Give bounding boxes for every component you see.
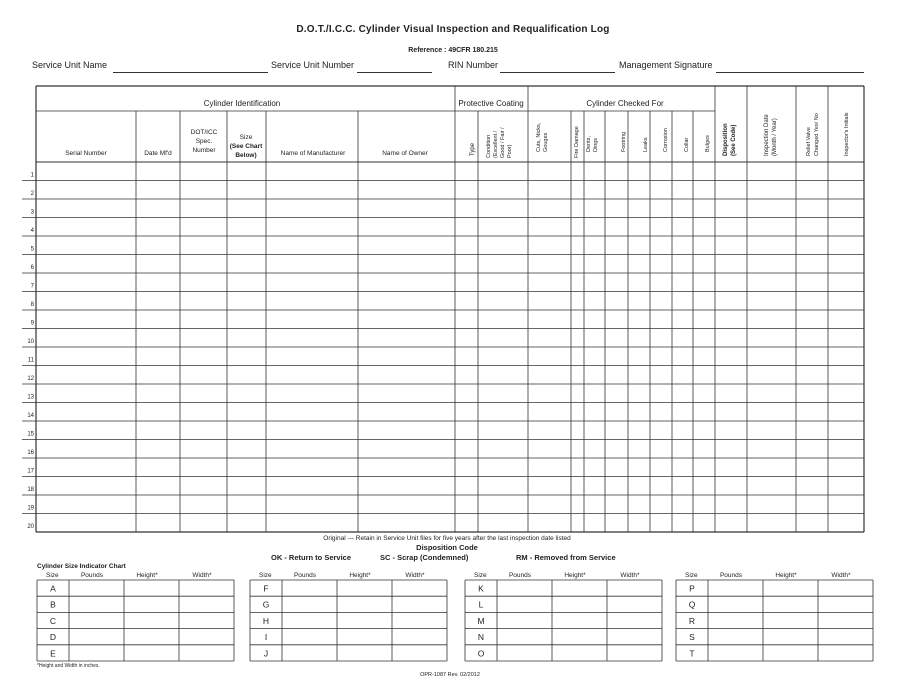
size-letter: A	[50, 583, 56, 594]
col-disposition-2: (See Code)	[731, 124, 737, 156]
row-number: 4	[30, 228, 34, 234]
size-letter: E	[50, 648, 56, 659]
size-letter: Q	[688, 599, 696, 610]
col-condition-3: Good / Fair /	[500, 127, 506, 158]
col-dents-1: Dents,	[586, 136, 592, 152]
row-number: 8	[30, 302, 34, 308]
code-sc: SC - Scrap (Condemned)	[380, 553, 469, 562]
size-chart-header: Pounds	[508, 572, 532, 579]
size-chart-header: Size	[685, 572, 698, 579]
size-chart-header: Size	[259, 572, 272, 579]
col-disposition-1: Disposition	[723, 123, 729, 156]
code-rm: RM - Removed from Service	[516, 553, 616, 562]
size-chart-header: Height*	[775, 572, 797, 579]
size-letter: D	[49, 632, 57, 643]
row-number: 20	[27, 524, 34, 530]
size-letter: H	[262, 615, 270, 626]
row-number: 6	[30, 265, 34, 271]
management-signature-label: Management Signature	[619, 60, 713, 70]
size-chart-header: Height*	[349, 572, 371, 579]
row-number: 13	[27, 394, 34, 401]
size-chart-header: Width*	[620, 572, 640, 579]
col-collar: Collar	[684, 137, 690, 152]
col-bulges: Bulges	[705, 135, 711, 152]
size-chart-header: Pounds	[719, 572, 743, 579]
col-fire-damage: Fire Damage	[574, 126, 580, 158]
row-number: 3	[30, 209, 34, 216]
col-dot-icc-1: DOT/ICC	[190, 129, 218, 136]
form-title: D.O.T./I.C.C. Cylinder Visual Inspection and Requalification Log	[296, 24, 610, 35]
retain-note: Original --- Retain in Service Unit files for five years after the last inspection date listed	[323, 535, 571, 542]
size-letter: P	[689, 583, 695, 594]
group-protective-coating: Protective Coating	[458, 99, 524, 108]
code-ok: OK - Return to Service	[271, 553, 352, 562]
col-cuts-2: Gouges	[543, 132, 549, 152]
col-corrosion: Corrosion	[663, 128, 669, 152]
col-size-2: (See Chart	[229, 143, 263, 150]
form-number: OPR-1087 Rev. 02/2012	[420, 672, 480, 678]
size-chart-header: Size	[46, 572, 59, 579]
col-size-1: Size	[239, 134, 253, 141]
col-serial-number: Serial Number	[65, 150, 107, 157]
service-unit-number-label: Service Unit Number	[271, 60, 355, 70]
col-inspector-initials: Inspector's Initials	[844, 112, 850, 156]
size-chart-header: Width*	[192, 572, 212, 579]
size-letter: F	[263, 583, 269, 594]
size-letter: N	[477, 632, 485, 643]
size-chart-title: Cylinder Size Indicator Chart	[37, 563, 126, 570]
col-manufacturer: Name of Manufacturer	[280, 150, 346, 157]
size-letter: K	[478, 583, 484, 594]
disposition-code-title: Disposition Code	[416, 543, 478, 552]
col-dot-icc-2: Spec.	[195, 138, 213, 145]
size-chart-header: Height*	[564, 572, 586, 579]
col-cuts-1: Cuts, Nicks,	[536, 122, 542, 152]
col-inspection-date-1: Inspection Date	[764, 114, 770, 156]
size-chart-header: Height*	[136, 572, 158, 579]
row-number: 1	[30, 172, 34, 179]
row-number: 5	[30, 246, 34, 253]
size-chart-header: Size	[474, 572, 487, 579]
size-chart-header: Width*	[831, 572, 851, 579]
size-letter: M	[477, 615, 485, 626]
group-cylinder-checked-for: Cylinder Checked For	[586, 99, 664, 108]
col-owner: Name of Owner	[382, 150, 428, 157]
size-letter: B	[50, 599, 56, 610]
col-dot-icc-3: Number	[192, 147, 216, 154]
size-chart-header: Width*	[405, 572, 425, 579]
col-size-3: Below)	[235, 152, 257, 159]
col-leaks: Leaks	[643, 137, 649, 152]
col-footring: Footring	[621, 131, 627, 152]
size-letter: J	[263, 648, 269, 659]
col-condition-2: (Excellent /	[493, 130, 499, 158]
row-number: 10	[27, 339, 34, 345]
size-letter: S	[689, 632, 695, 643]
col-relief-valve-2: Changed Yes/ No	[814, 113, 820, 156]
col-condition-1: Condition	[486, 134, 492, 158]
col-dents-2: Dings	[593, 137, 599, 152]
size-letter: O	[477, 648, 485, 659]
row-number: 19	[27, 505, 34, 512]
size-letter: R	[688, 615, 696, 626]
size-letter: G	[262, 599, 270, 610]
row-number: 2	[30, 191, 34, 197]
row-number: 12	[27, 376, 34, 382]
size-chart-header: Pounds	[293, 572, 317, 579]
row-number: 14	[27, 413, 34, 419]
row-number: 15	[27, 431, 34, 438]
row-number: 17	[27, 468, 34, 475]
group-cylinder-identification: Cylinder Identification	[203, 99, 281, 108]
size-chart-header: Pounds	[80, 572, 104, 579]
row-number: 7	[30, 283, 34, 290]
size-letter: I	[264, 632, 268, 643]
size-chart	[37, 572, 873, 661]
size-letter: C	[49, 615, 57, 626]
height-width-note: *Height and Width in inches.	[37, 663, 100, 669]
col-type: Type	[470, 142, 476, 156]
service-unit-name-label: Service Unit Name	[32, 60, 108, 70]
col-condition-4: Poor)	[507, 144, 513, 158]
row-number: 9	[30, 320, 34, 327]
row-number: 18	[27, 487, 34, 493]
row-number: 16	[27, 450, 34, 456]
row-number: 11	[27, 357, 34, 364]
col-relief-valve-1: Relief Valve	[806, 127, 812, 156]
rin-number-label: RIN Number	[448, 60, 499, 70]
col-inspection-date-2: (Month / Year)	[772, 118, 778, 156]
reference-line: Reference : 49CFR 180.215	[408, 47, 498, 54]
col-date-mfd: Date Mf'd	[144, 150, 172, 157]
size-letter: T	[689, 648, 695, 659]
size-letter: L	[478, 599, 484, 610]
